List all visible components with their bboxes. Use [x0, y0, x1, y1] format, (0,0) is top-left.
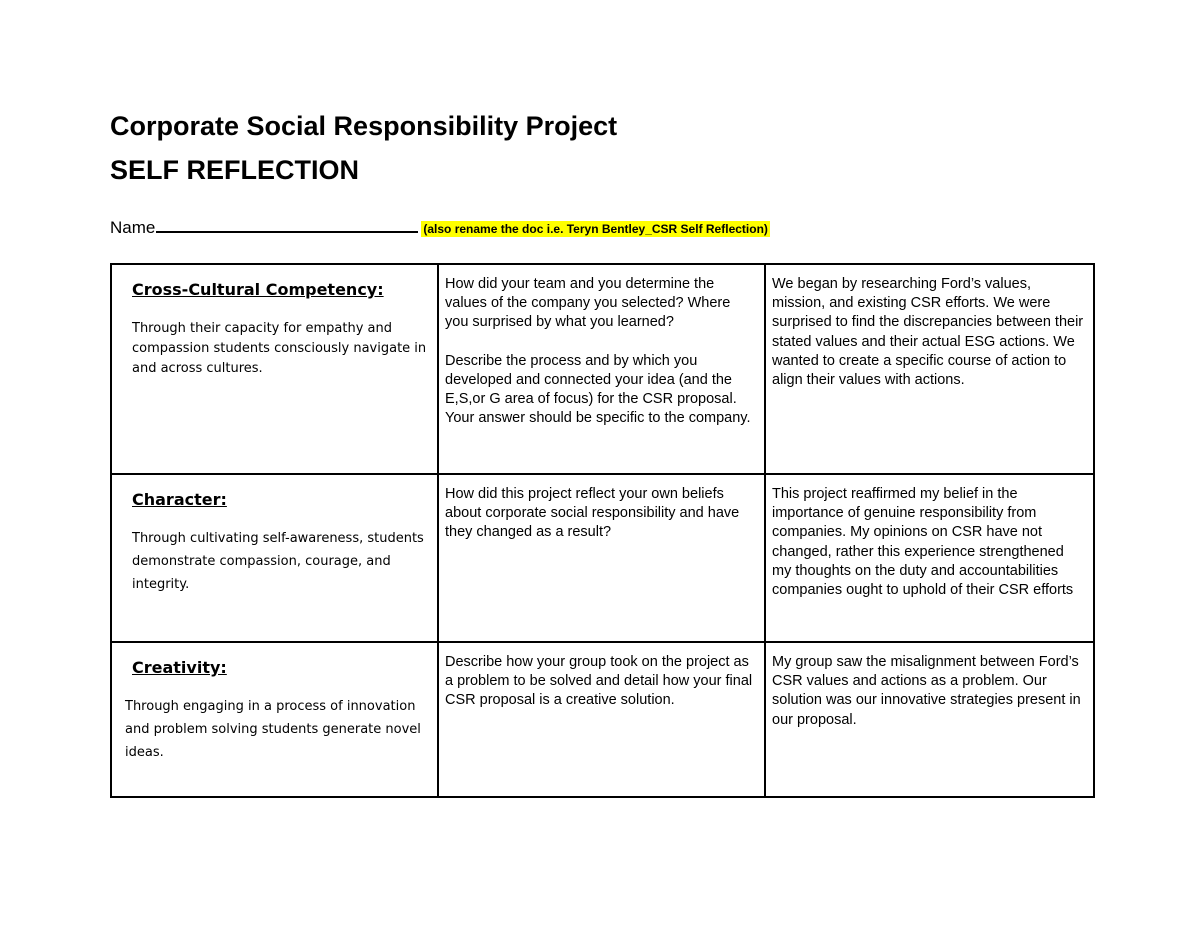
question-text: How did this project reflect your own beliefs about corporate social responsibility and have they changed as a result? [445, 486, 740, 541]
question-cell [438, 264, 765, 474]
competency-cell [111, 264, 438, 474]
competency-heading: Creativity: [132, 658, 227, 677]
document-subtitle: SELF REFLECTION [110, 155, 359, 185]
table-row [111, 642, 1094, 797]
name-line [110, 217, 770, 240]
answer-text: We began by researching Ford’s values, mission, and existing CSR efforts. We were surprised to find the discrepancies between their stated values and their actual ESG actions. We wanted to create a specific course of action to align their values with actions. [772, 276, 1084, 389]
competency-description: Through cultivating self-awareness, students demonstrate compassion, courage, and integrity. [132, 531, 424, 592]
competency-description: Through their capacity for empathy and compassion students consciously navigate in and across cultures. [132, 321, 427, 376]
document-title: Corporate Social Responsibility Project [110, 111, 618, 141]
answer-text: This project reaffirmed my belief in the importance of genuine responsibility from companies. My opinions on CSR have not changed, rather this experience strengthened my thoughts on the duty and accountabilities companies ought to uphold of their CSR efforts [772, 486, 1074, 599]
competency-cell [111, 474, 438, 642]
competency-heading: Character: [132, 490, 227, 509]
answer-cell[interactable] [765, 264, 1094, 474]
name-note-highlight: (also rename the doc i.e. Teryn Bentley_CSR Self Reflection) [423, 222, 768, 236]
reflection-table [110, 263, 1095, 798]
table-row [111, 264, 1094, 474]
competency-heading: Cross-Cultural Competency: [132, 280, 384, 299]
competency-description: Through engaging in a process of innovation and problem solving students generate novel ideas. [125, 699, 421, 760]
name-label: Name [110, 218, 156, 237]
question-text: How did your team and you determine the values of the company you selected? Where you surprised by what you learned? [445, 276, 731, 331]
table-row [111, 474, 1094, 642]
name-blank-field[interactable] [156, 217, 418, 233]
question-text: Describe the process and by which you developed and connected your idea (and the E,S,or G area of focus) for the CSR proposal. Your answer should be specific to the company. [445, 352, 751, 427]
competency-cell [111, 642, 438, 797]
answer-cell[interactable] [765, 474, 1094, 642]
answer-cell[interactable] [765, 642, 1094, 797]
question-text: Describe how your group took on the project as a problem to be solved and detail how your final CSR proposal is a creative solution. [445, 654, 753, 709]
question-cell [438, 642, 765, 797]
answer-text: My group saw the misalignment between Ford’s CSR values and actions as a problem. Our solution was our innovative strategies present in our proposal. [772, 654, 1081, 728]
question-cell [438, 474, 765, 642]
